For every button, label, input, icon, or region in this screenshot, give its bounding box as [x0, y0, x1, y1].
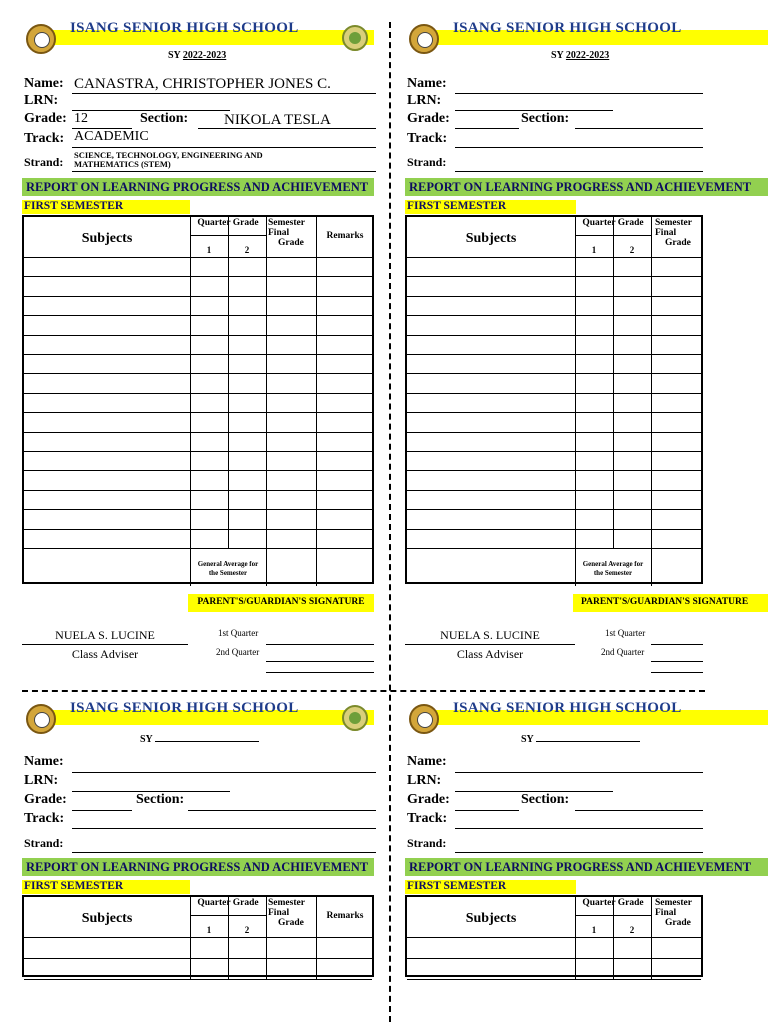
- semester-final-line-3: Grade: [665, 918, 691, 928]
- general-average-line-1: General Average for: [582, 560, 644, 568]
- table-row: [407, 257, 701, 258]
- sy-value: 2022-2023: [565, 50, 610, 61]
- grade-label: Grade:: [407, 111, 450, 126]
- school-year: [521, 732, 640, 745]
- table-row: [24, 451, 372, 452]
- report-title-bar: [22, 858, 374, 876]
- table-column-line: [228, 897, 229, 979]
- grade-label: Grade:: [24, 792, 67, 807]
- q2-header: 2: [629, 245, 635, 255]
- strand-line-1: SCIENCE, TECHNOLOGY, ENGINEERING AND: [74, 150, 263, 160]
- school-name: ISANG SENIOR HIGH SCHOOL: [453, 20, 682, 36]
- q1-header: 1: [591, 925, 597, 935]
- semester-bar: [22, 880, 190, 894]
- semester-final-line-1: Semester: [268, 218, 305, 228]
- general-average-line-2: the Semester: [208, 569, 248, 577]
- class-adviser-label: Class Adviser: [71, 647, 139, 661]
- table-row: [407, 315, 701, 316]
- table-row: [24, 393, 372, 394]
- subjects-header: Subjects: [465, 231, 517, 246]
- report-title: REPORT ON LEARNING PROGRESS AND ACHIEVEMENT: [409, 860, 752, 874]
- adviser-name: NUELA S. LUCINE: [440, 628, 540, 642]
- report-title-bar: [22, 178, 374, 196]
- table-row: [24, 315, 372, 316]
- table-row: [24, 373, 372, 374]
- table-row: [24, 490, 372, 491]
- table-row: [407, 451, 701, 452]
- table-row: [407, 470, 701, 471]
- q2-header: 2: [629, 925, 635, 935]
- name-underline: [455, 93, 703, 94]
- table-row: [24, 979, 372, 980]
- name-label: Name:: [24, 754, 64, 769]
- remarks-header: Remarks: [326, 911, 364, 921]
- quarter-split-line: [575, 915, 651, 916]
- table-column-line: [266, 217, 267, 548]
- quarter-split-line: [190, 235, 266, 236]
- table-row: [24, 412, 372, 413]
- second-quarter-label: 2nd Quarter: [601, 647, 645, 657]
- section-underline: [198, 128, 376, 129]
- track-value: ACADEMIC: [74, 129, 149, 144]
- strand-label: Strand:: [407, 155, 447, 169]
- adviser-underline: [405, 644, 575, 645]
- table-column-line: [228, 217, 229, 548]
- table-row: [24, 335, 372, 336]
- school-name: ISANG SENIOR HIGH SCHOOL: [70, 700, 299, 716]
- adviser-name: NUELA S. LUCINE: [55, 628, 155, 642]
- semester-label: FIRST SEMESTER: [24, 200, 124, 212]
- general-average-cell-line: [316, 548, 317, 586]
- track-underline: [72, 828, 376, 829]
- general-average-label: [190, 560, 266, 578]
- section-underline: [575, 128, 703, 129]
- track-underline: [455, 828, 703, 829]
- table-column-line: [316, 897, 317, 979]
- general-average-cell-line: [266, 548, 267, 586]
- semester-bar: [405, 200, 576, 214]
- section-label: Section:: [140, 111, 189, 126]
- grade-underline: [72, 810, 132, 811]
- q1-header: 1: [591, 245, 597, 255]
- strand-label: Strand:: [24, 836, 64, 850]
- report-card-1: [22, 20, 378, 680]
- first-quarter-label: 1st Quarter: [218, 628, 259, 638]
- semester-final-line-1: Semester: [655, 898, 692, 908]
- semester-final-line-3: Grade: [278, 918, 304, 928]
- track-label: Track:: [24, 131, 65, 146]
- semester-bar: [22, 200, 190, 214]
- semester-final-line-3: Grade: [665, 238, 691, 248]
- report-title: REPORT ON LEARNING PROGRESS AND ACHIEVEMENT: [409, 180, 752, 194]
- subjects-header: Subjects: [465, 911, 517, 926]
- report-card-4: [405, 700, 768, 1024]
- lrn-label: LRN:: [24, 773, 59, 788]
- table-row: [407, 548, 701, 549]
- vertical-cut-line: [389, 22, 391, 1022]
- q2-header: 2: [244, 925, 250, 935]
- quarter-split-line: [190, 915, 266, 916]
- table-row: [407, 373, 701, 374]
- table-row: [24, 937, 372, 938]
- report-card-2: [405, 20, 768, 680]
- table-row: [24, 432, 372, 433]
- school-seal-icon: [26, 704, 56, 734]
- q1-header: 1: [206, 925, 212, 935]
- parent-signature-bar: [188, 594, 374, 612]
- semester-final-line-2: Final: [268, 228, 290, 238]
- table-row: [407, 393, 701, 394]
- table-row: [407, 937, 701, 938]
- semester-final-line-1: Semester: [268, 898, 305, 908]
- quarter-grade-header: Quarter Grade: [582, 218, 644, 228]
- parent-signature-label: PARENT'S/GUARDIAN'S SIGNATURE: [197, 597, 365, 607]
- table-column-line: [266, 897, 267, 979]
- semester-final-line-1: Semester: [655, 218, 692, 228]
- semester-label: FIRST SEMESTER: [407, 880, 507, 892]
- report-title: REPORT ON LEARNING PROGRESS AND ACHIEVEMENT: [26, 860, 369, 874]
- table-row: [24, 958, 372, 959]
- semester-final-line-2: Final: [268, 908, 290, 918]
- section-value: NIKOLA TESLA: [224, 112, 331, 128]
- school-year: [140, 732, 259, 745]
- table-row: [407, 979, 701, 980]
- semester-label: FIRST SEMESTER: [407, 200, 507, 212]
- table-row: [407, 335, 701, 336]
- division-seal-icon: [342, 25, 368, 51]
- section-underline: [188, 810, 376, 811]
- name-underline: [455, 772, 703, 773]
- table-row: [24, 470, 372, 471]
- lrn-label: LRN:: [407, 773, 442, 788]
- semester-final-header: [655, 898, 703, 928]
- table-row: [407, 529, 701, 530]
- sy-blank: [536, 732, 640, 742]
- section-label: Section:: [136, 792, 185, 807]
- grade-value: 12: [74, 111, 88, 126]
- table-row: [407, 276, 701, 277]
- track-label: Track:: [24, 811, 65, 826]
- table-row: [24, 354, 372, 355]
- general-average-cell-line: [651, 548, 652, 586]
- extra-signature-line: [651, 672, 703, 673]
- section-label: Section:: [521, 792, 570, 807]
- table-row: [24, 257, 372, 258]
- lrn-label: LRN:: [407, 93, 442, 108]
- strand-underline: [72, 852, 376, 853]
- general-average-label: [575, 560, 651, 578]
- strand-underline: [455, 852, 703, 853]
- semester-bar: [405, 880, 576, 894]
- table-row: [407, 509, 701, 510]
- grades-table: [22, 895, 374, 977]
- table-row: [407, 432, 701, 433]
- quarter-split-line: [575, 235, 651, 236]
- school-name: ISANG SENIOR HIGH SCHOOL: [70, 20, 299, 36]
- semester-final-header: [268, 218, 316, 248]
- quarter-grade-header: Quarter Grade: [197, 898, 259, 908]
- parent-signature-bar: [573, 594, 768, 612]
- grade-label: Grade:: [407, 792, 450, 807]
- section-underline: [575, 810, 703, 811]
- quarter-grade-header: Quarter Grade: [197, 218, 259, 228]
- name-underline: [72, 772, 376, 773]
- q1-header: 1: [206, 245, 212, 255]
- grades-table: [22, 215, 374, 584]
- grades-table: [405, 215, 703, 584]
- class-adviser-label: Class Adviser: [456, 647, 524, 661]
- table-column-line: [316, 217, 317, 548]
- school-year: [551, 50, 609, 61]
- school-seal-icon: [409, 704, 439, 734]
- report-title-bar: [405, 858, 768, 876]
- table-column-line: [190, 217, 191, 548]
- second-quarter-label: 2nd Quarter: [216, 647, 260, 657]
- grade-label: Grade:: [24, 111, 67, 126]
- student-name: CANASTRA, CHRISTOPHER JONES C.: [74, 76, 331, 92]
- name-label: Name:: [407, 76, 447, 91]
- general-average-line-1: General Average for: [197, 560, 259, 568]
- division-seal-icon: [342, 705, 368, 731]
- adviser-underline: [22, 644, 188, 645]
- table-column-line: [575, 217, 576, 548]
- second-quarter-line: [651, 661, 703, 662]
- table-row: [407, 296, 701, 297]
- grade-underline: [455, 128, 519, 129]
- strand-underline: [455, 171, 703, 172]
- semester-final-header: [655, 218, 703, 248]
- grades-table: [405, 895, 703, 977]
- q2-header: 2: [244, 245, 250, 255]
- table-row: [24, 509, 372, 510]
- strand-label: Strand:: [407, 836, 447, 850]
- table-column-line: [613, 217, 614, 548]
- lrn-label: LRN:: [24, 93, 59, 108]
- table-column-line: [651, 897, 652, 979]
- sy-label: SY: [168, 50, 181, 61]
- school-seal-icon: [26, 24, 56, 54]
- table-row: [407, 958, 701, 959]
- semester-final-header: [268, 898, 316, 928]
- strand-line-2: MATHEMATICS (STEM): [74, 159, 171, 169]
- subjects-header: Subjects: [81, 231, 133, 246]
- track-underline: [455, 147, 703, 148]
- semester-final-line-3: Grade: [278, 238, 304, 248]
- table-column-line: [651, 217, 652, 548]
- general-average-line-2: the Semester: [593, 569, 633, 577]
- sy-label: SY: [140, 734, 153, 745]
- name-label: Name:: [407, 754, 447, 769]
- second-quarter-line: [266, 661, 374, 662]
- table-column-line: [575, 897, 576, 979]
- strand-underline: [72, 171, 376, 172]
- extra-signature-line: [266, 672, 374, 673]
- sy-value: 2022-2023: [182, 50, 227, 61]
- section-label: Section:: [521, 111, 570, 126]
- report-title-bar: [405, 178, 768, 196]
- table-row: [407, 354, 701, 355]
- strand-label: Strand:: [24, 155, 64, 169]
- table-column-line: [190, 897, 191, 979]
- quarter-grade-header: Quarter Grade: [582, 898, 644, 908]
- semester-label: FIRST SEMESTER: [24, 880, 124, 892]
- grade-underline: [455, 810, 519, 811]
- school-name: ISANG SENIOR HIGH SCHOOL: [453, 700, 682, 716]
- parent-signature-label: PARENT'S/GUARDIAN'S SIGNATURE: [581, 597, 749, 607]
- table-row: [407, 490, 701, 491]
- track-underline: [72, 147, 376, 148]
- first-quarter-line: [651, 644, 703, 645]
- table-row: [407, 412, 701, 413]
- report-title: REPORT ON LEARNING PROGRESS AND ACHIEVEMENT: [26, 180, 369, 194]
- first-quarter-line: [266, 644, 374, 645]
- report-card-3: [22, 700, 378, 1024]
- sy-label: SY: [521, 734, 534, 745]
- first-quarter-label: 1st Quarter: [605, 628, 646, 638]
- name-underline: [72, 93, 376, 94]
- sy-blank: [155, 732, 259, 742]
- semester-final-line-2: Final: [655, 228, 677, 238]
- table-column-line: [613, 897, 614, 979]
- horizontal-cut-line: [22, 690, 705, 692]
- table-row: [24, 548, 372, 549]
- table-row: [24, 529, 372, 530]
- semester-final-line-2: Final: [655, 908, 677, 918]
- subjects-header: Subjects: [81, 911, 133, 926]
- track-label: Track:: [407, 811, 448, 826]
- table-row: [24, 276, 372, 277]
- name-label: Name:: [24, 76, 64, 91]
- school-seal-icon: [409, 24, 439, 54]
- sy-label: SY: [551, 50, 564, 61]
- remarks-header: Remarks: [326, 231, 364, 241]
- track-label: Track:: [407, 131, 448, 146]
- table-row: [24, 296, 372, 297]
- school-year: [168, 50, 226, 61]
